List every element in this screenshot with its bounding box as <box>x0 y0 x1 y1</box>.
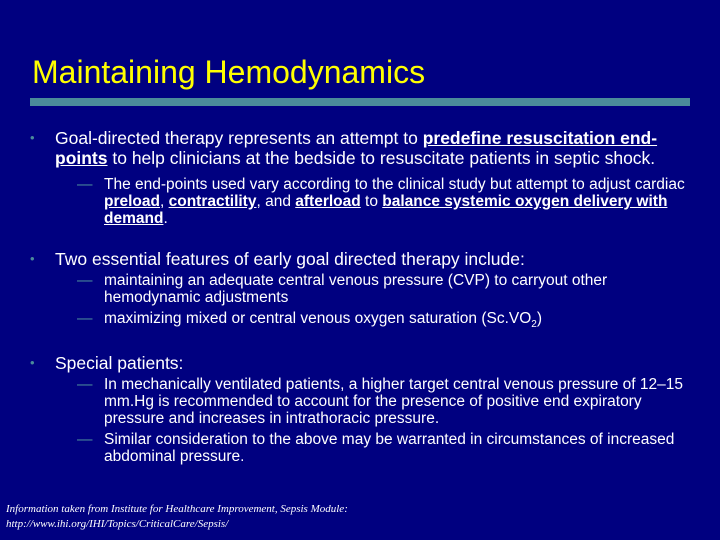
sub-text: . <box>163 210 168 227</box>
sub-emphasis: afterload <box>295 193 361 210</box>
dash-icon: — <box>77 272 93 289</box>
sub-bullet-cvp <box>30 272 700 306</box>
footer-line: Information taken from Institute for Healthcare Improvement, Sepsis Module: <box>6 503 348 515</box>
sub-text: In mechanically ventilated patients, a higher target central venous pressure of 12–15 mm.Hg is recommended to account for the presence of positive end expiratory pressure and increases in intrathoracic pressure. <box>104 376 684 428</box>
source-footer <box>6 502 348 532</box>
bullet-text: Goal-directed therapy represents an attempt to <box>55 128 423 148</box>
sub-text: to <box>360 193 383 210</box>
bullet-special-patients <box>30 353 700 373</box>
dash-icon: — <box>77 376 93 394</box>
title-divider <box>30 98 690 106</box>
sub-emphasis: balance systemic oxygen delivery with demand <box>104 193 668 227</box>
slide-content <box>30 128 700 465</box>
bullet-goal-directed <box>30 128 700 168</box>
bullet-text: Two essential features of early goal directed therapy include: <box>55 249 525 269</box>
footer-url: http://www.ihi.org/IHI/Topics/CriticalCare/Sepsis/ <box>6 518 229 530</box>
sub-emphasis: preload <box>104 193 160 210</box>
sub-text: The end-points used vary according to the clinical study but attempt to adjust cardiac <box>104 176 685 193</box>
bullet-text: to help clinicians at the bedside to resuscitate patients in septic shock. <box>107 148 656 168</box>
sub-text: ) <box>536 310 543 327</box>
bullet-dot-icon: • <box>30 130 35 145</box>
sub-emphasis: contractility <box>168 193 257 210</box>
sub-bullet-end-points <box>30 176 700 227</box>
sub-text: maintaining an adequate central venous pressure (CVP) to carryout other hemodynamic adjustments <box>104 272 608 306</box>
dash-icon: — <box>77 310 93 327</box>
dash-icon: — <box>77 176 93 193</box>
sub-text: Similar consideration to the above may be warranted in circumstances of increased abdominal pressure. <box>104 431 675 466</box>
sub-text: , <box>159 193 169 210</box>
subscript: 2 <box>531 319 537 331</box>
sub-bullet-abdominal <box>30 431 700 465</box>
bullet-emphasis: predefine resuscitation end-points <box>55 128 658 168</box>
slide-title: Maintaining Hemodynamics <box>32 54 426 90</box>
sub-bullet-saturation <box>30 310 700 333</box>
bullet-dot-icon: • <box>30 355 35 371</box>
sub-text: , and <box>256 193 296 210</box>
sub-text: maximizing mixed or central venous oxygen saturation (Sc.VO <box>104 310 532 327</box>
dash-icon: — <box>77 431 93 449</box>
sub-bullet-ventilated <box>30 376 700 427</box>
bullet-text: Special patients: <box>55 353 184 374</box>
bullet-dot-icon: • <box>30 251 35 266</box>
bullet-essential-features <box>30 249 700 269</box>
